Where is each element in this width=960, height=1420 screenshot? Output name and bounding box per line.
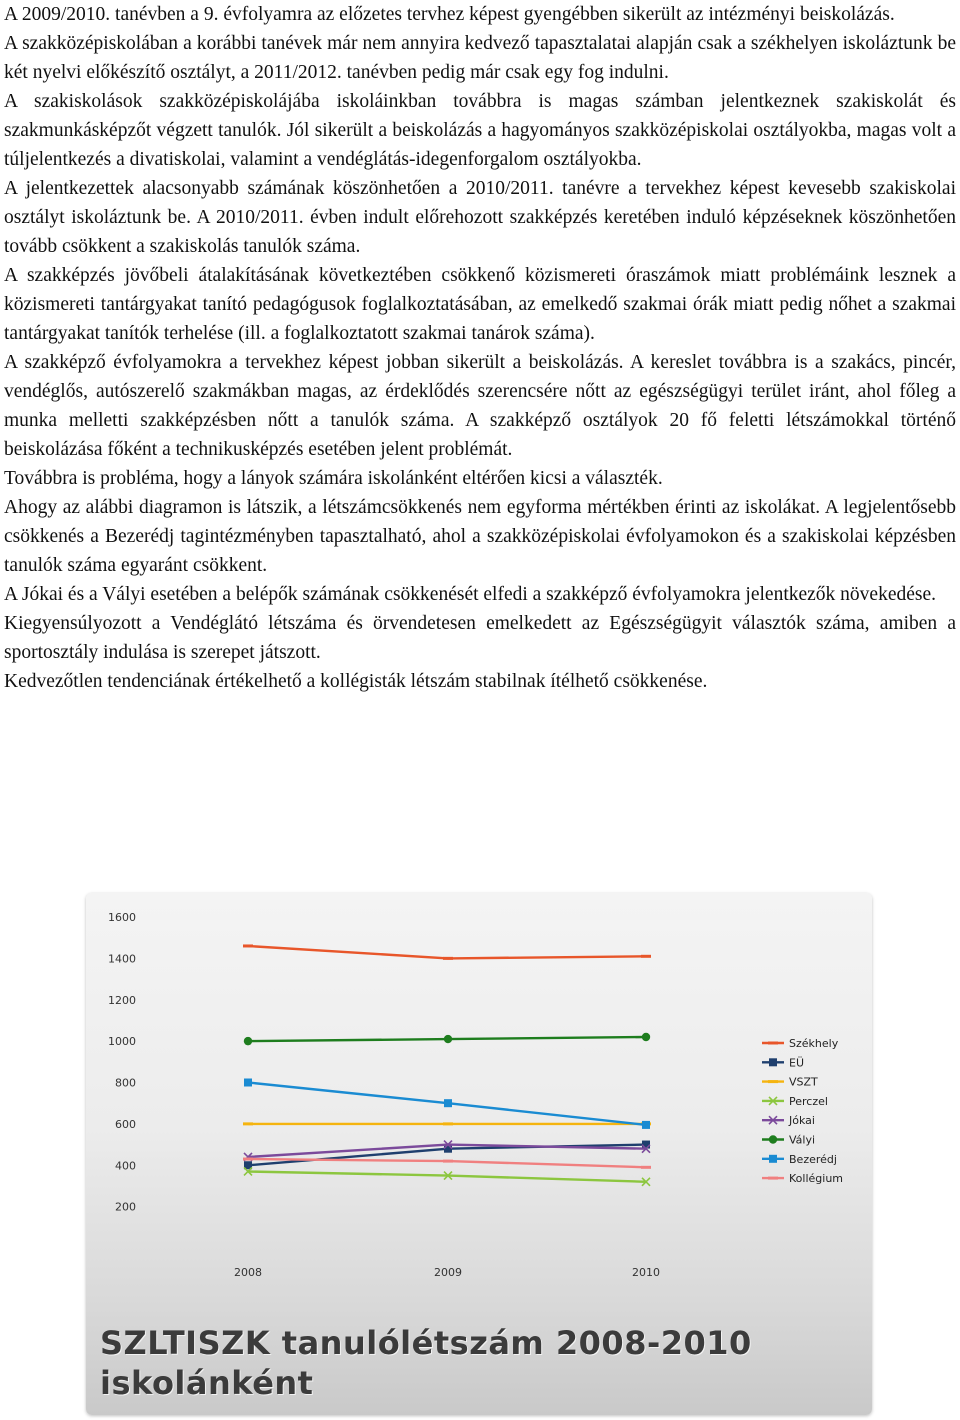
data-point [243, 1122, 253, 1125]
x-tick-label: 2008 [234, 1266, 262, 1279]
y-tick-label: 800 [115, 1076, 136, 1090]
x-tick-label: 2010 [632, 1266, 660, 1279]
y-tick-label: 1400 [108, 952, 136, 966]
data-point [768, 1080, 778, 1083]
paragraph: Kedvezőtlen tendenciának értékelhető a kollégisták létszám stabilnak ítélhető csökkenése. [4, 671, 708, 692]
data-point [444, 1035, 452, 1043]
data-point [243, 944, 253, 947]
y-tick-label: 1200 [108, 993, 136, 1007]
paragraph: A 2009/2010. tanévben a 9. évfolyamra az előzetes tervhez képest gyengébben sikerült az intézményi beiskolázás. [4, 4, 895, 25]
data-point [443, 1160, 453, 1163]
data-point [243, 1158, 253, 1161]
data-point [244, 1037, 252, 1045]
paragraph: A szakközépiskolában a korábbi tanévek már nem annyira kedvező tapasztalatai alapján csak a székhelyen iskoláztunk be két nyelvi előkészítő osztályt, a 2011/2012. tanévben pedig már csak egy fog indulni. [4, 33, 956, 83]
chart-title-line2: iskolánként [100, 1364, 314, 1402]
y-tick-label: 1600 [108, 911, 136, 924]
paragraph: Kiegyensúlyozott a Vendéglátó létszáma és örvendetesen emelkedett az Egészségügyit választók száma, amiben a sportosztály indulása is szerepet játszott. [4, 613, 956, 663]
data-point [641, 955, 651, 958]
legend-label: Kollégium [789, 1172, 844, 1186]
data-point [768, 1042, 778, 1045]
y-tick-label: 600 [115, 1117, 136, 1131]
data-point [642, 1141, 650, 1149]
data-point [444, 1099, 452, 1107]
paragraph: A szakképző évfolyamokra a tervekhez képest jobban sikerült a beiskolázás. A kereslet továbbra is a szakács, pincér, vendéglős, autószerelő szakmákban magas, az érdeklődés szerencsére nőtt az egészségügyi terület iránt, ahol főleg a munka melletti szakképzésben nőtt a tanulók száma. A szakképző osztályok 20 fő feletti létszámokkal történő beiskolázása főként a technikusképzés esetében jelent problémát. [4, 352, 956, 460]
legend-label: Vályi [789, 1133, 816, 1147]
enrollment-chart [86, 893, 872, 1415]
data-point [642, 1033, 650, 1041]
legend-label: Bezerédj [789, 1152, 837, 1166]
series-line [248, 946, 646, 958]
legend-label: Perczel [789, 1094, 828, 1108]
y-tick-label: 1000 [108, 1035, 136, 1049]
legend-label: Jókai [789, 1114, 815, 1128]
data-point [642, 1121, 650, 1129]
data-point [769, 1155, 777, 1163]
paragraph: A Jókai és a Vályi esetében a belépők számának csökkenését elfedi a szakképző évfolyamokra jelentkezők növekedése. [4, 584, 937, 605]
paragraph: Ahogy az alábbi diagramon is látszik, a létszámcsökkenés nem egyforma mértékben érinti az iskolákat. A legjelentősebb csökkenés a Bezerédj tagintézményben tapasztalható, ahol a szakközépiskolai évfolyamokon és a szakiskolai képzésben tanulók száma egyaránt csökkent. [4, 497, 956, 576]
data-point [769, 1058, 777, 1066]
legend-label: EÜ [789, 1056, 805, 1070]
document-body [4, 0, 956, 696]
chart-title [100, 1323, 752, 1403]
paragraph: A szakiskolások szakközépiskolájába iskoláinkban továbbra is magas számban jelentkeznek szakiskolát és szakmunkásképzőt végzett tanulók. Jól sikerült a beiskolázás a hagyományos szakközépiskolai osztályokba, magas volt a túljelentkezés a divatiskolai, valamint a vendéglátás-idegenforgalom osztályokba. [4, 91, 956, 170]
paragraph: Továbbra is probléma, hogy a lányok számára iskolánként eltérően kicsi a választék. [4, 468, 663, 489]
x-tick-label: 2009 [434, 1266, 462, 1279]
legend-label: Székhely [789, 1037, 839, 1050]
data-point [641, 1166, 651, 1169]
legend-label: VSZT [789, 1075, 818, 1089]
chart-title-line1: SZLTISZK tanulólétszám 2008-2010 [100, 1324, 752, 1362]
paragraph: A jelentkezettek alacsonyabb számának köszönhetően a 2010/2011. tanévre a tervekhez képest kevesebb szakiskolai osztályt iskoláztunk be. A 2010/2011. évben indult előrehozott szakképzés keretében induló képzéseknek köszönhetően tovább csökkent a szakiskolás tanulók száma. [4, 178, 956, 257]
data-point [443, 957, 453, 960]
data-point [769, 1135, 777, 1143]
y-tick-label: 400 [115, 1159, 136, 1173]
paragraph: A szakképzés jövőbeli átalakításának következtében csökkenő közismereti óraszámok miatt problémáink lesznek a közismereti tantárgyakat tanító pedagógusok foglalkoztatásában, az emelkedő szakmai órák miatt pedig nőhet a szakmai tantárgyakat tanítók terhelése (ill. a foglalkoztatott szakmai tanárok száma). [4, 265, 956, 344]
data-point [244, 1079, 252, 1087]
y-tick-label: 200 [115, 1200, 136, 1214]
data-point [443, 1122, 453, 1125]
data-point [768, 1177, 778, 1180]
